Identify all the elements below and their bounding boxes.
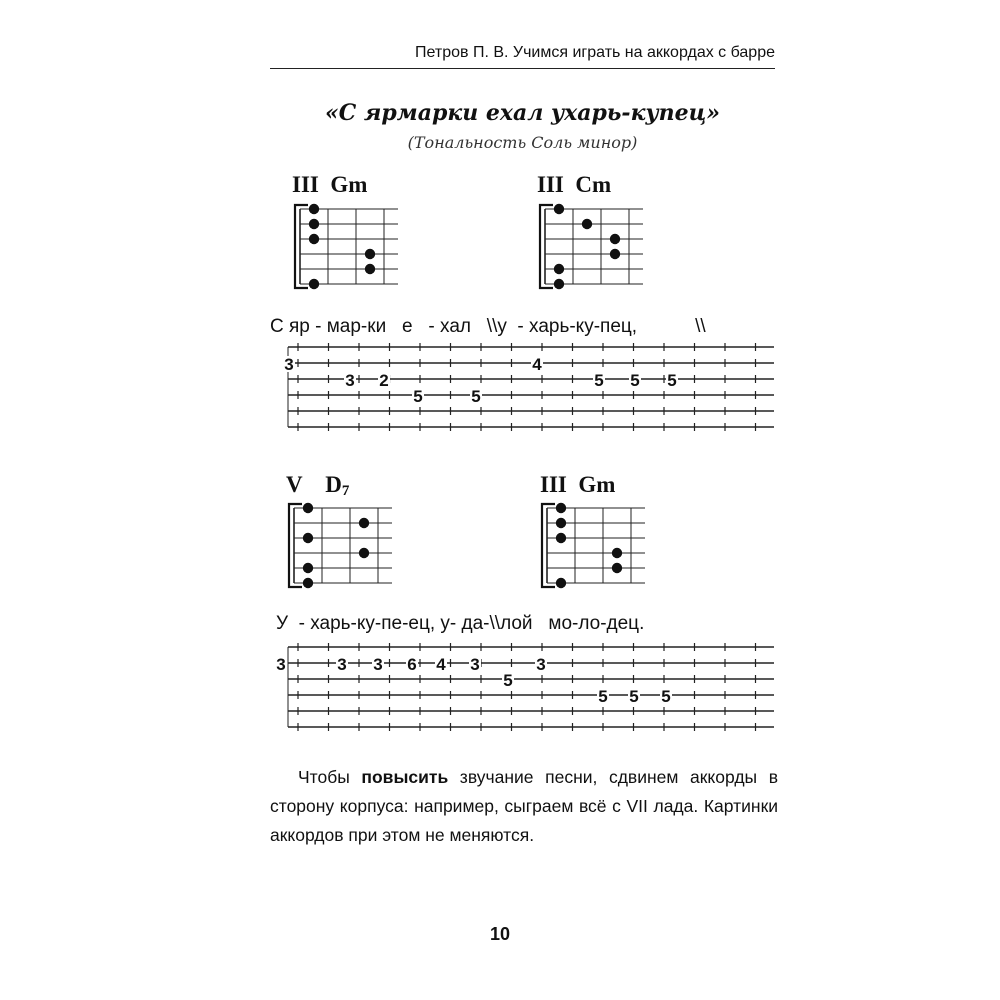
barre-bracket bbox=[289, 504, 302, 587]
finger-dot bbox=[610, 234, 620, 244]
chord-diagram-gm-1 bbox=[288, 203, 398, 299]
tab-fret-number: 5 bbox=[503, 671, 513, 690]
tablature-2 bbox=[262, 637, 782, 739]
tab-fret-number: 3 bbox=[536, 655, 546, 674]
finger-dot bbox=[359, 518, 369, 528]
tab-fret-number: 6 bbox=[407, 655, 417, 674]
finger-dot bbox=[309, 234, 319, 244]
tab-fret-number: 5 bbox=[594, 371, 604, 390]
para-text-bold: повысить bbox=[361, 767, 449, 787]
finger-dot bbox=[303, 563, 313, 573]
para-text-before: Чтобы bbox=[298, 767, 362, 787]
finger-dot bbox=[554, 279, 564, 289]
finger-dot bbox=[612, 548, 622, 558]
tab-fret-number: 3 bbox=[373, 655, 383, 674]
tab-fret-number: 3 bbox=[276, 655, 286, 674]
finger-dot bbox=[556, 503, 566, 513]
finger-dot bbox=[556, 518, 566, 528]
tab-fret-number: 5 bbox=[471, 387, 481, 406]
chord-fret: III bbox=[540, 472, 567, 497]
finger-dot bbox=[309, 279, 319, 289]
finger-dot bbox=[309, 204, 319, 214]
barre-bracket bbox=[295, 205, 308, 288]
tab-fret-number: 5 bbox=[629, 687, 639, 706]
tab-fret-number: 5 bbox=[598, 687, 608, 706]
finger-dot bbox=[303, 533, 313, 543]
chord-label-d7 bbox=[286, 472, 349, 500]
finger-dot bbox=[309, 219, 319, 229]
chord-diagram-d7 bbox=[282, 502, 392, 598]
finger-dot bbox=[365, 249, 375, 259]
chord-fret: V bbox=[286, 472, 303, 497]
song-key: (Тональность Соль минор) bbox=[407, 133, 638, 152]
finger-dot bbox=[556, 578, 566, 588]
tab-fret-number: 4 bbox=[436, 655, 446, 674]
finger-dot bbox=[303, 503, 313, 513]
song-title: «С ярмарки ехал ухарь-купец» bbox=[324, 100, 721, 126]
tab-fret-number: 5 bbox=[667, 371, 677, 390]
tab-fret-number: 2 bbox=[379, 371, 389, 390]
running-header: Петров П. В. Учимся играть на аккордах с барре bbox=[415, 44, 775, 61]
finger-dot bbox=[612, 563, 622, 573]
chord-label-gm-1 bbox=[292, 172, 367, 200]
chord-diagram-cm bbox=[533, 203, 643, 299]
chord-name: Cm bbox=[575, 172, 612, 197]
tab-fret-number: 3 bbox=[470, 655, 480, 674]
chord-sub: 7 bbox=[341, 483, 350, 499]
tab-fret-number: 5 bbox=[413, 387, 423, 406]
tablature-1 bbox=[262, 337, 782, 439]
tab-fret-number: 3 bbox=[337, 655, 347, 674]
header-rule bbox=[270, 68, 775, 69]
tab-fret-number: 5 bbox=[661, 687, 671, 706]
lyrics-line-2: У - харь-ку-пе-ец, у- да-\\лой мо-ло-дец. bbox=[276, 613, 645, 634]
barre-bracket bbox=[540, 205, 553, 288]
lyrics-line-1: С яр - мар-ки е - хал \\у - харь-ку-пец, \\ bbox=[270, 316, 706, 337]
chord-diagram-gm-2 bbox=[535, 502, 645, 598]
tab-fret-number: 4 bbox=[532, 355, 542, 374]
chord-label-gm-2 bbox=[540, 472, 615, 500]
page-number: 10 bbox=[489, 924, 511, 944]
chord-label-cm bbox=[537, 172, 611, 200]
finger-dot bbox=[359, 548, 369, 558]
chord-fret: III bbox=[292, 172, 319, 197]
finger-dot bbox=[554, 204, 564, 214]
finger-dot bbox=[556, 533, 566, 543]
tab-fret-number: 3 bbox=[284, 355, 294, 374]
finger-dot bbox=[303, 578, 313, 588]
finger-dot bbox=[610, 249, 620, 259]
finger-dot bbox=[554, 264, 564, 274]
barre-bracket bbox=[542, 504, 555, 587]
body-paragraph bbox=[270, 763, 778, 850]
finger-dot bbox=[365, 264, 375, 274]
chord-name: Gm bbox=[330, 172, 368, 197]
chord-name: D bbox=[325, 472, 342, 497]
chord-name: Gm bbox=[578, 472, 616, 497]
tab-fret-number: 3 bbox=[345, 371, 355, 390]
tab-fret-number: 5 bbox=[630, 371, 640, 390]
para-text-after: звучание песни, сдвинем аккорды в сторону корпуса: например, сыграем всё с VII лада. Картинки аккордов при этом не меняются. bbox=[270, 767, 778, 845]
chord-fret: III bbox=[537, 172, 564, 197]
finger-dot bbox=[582, 219, 592, 229]
